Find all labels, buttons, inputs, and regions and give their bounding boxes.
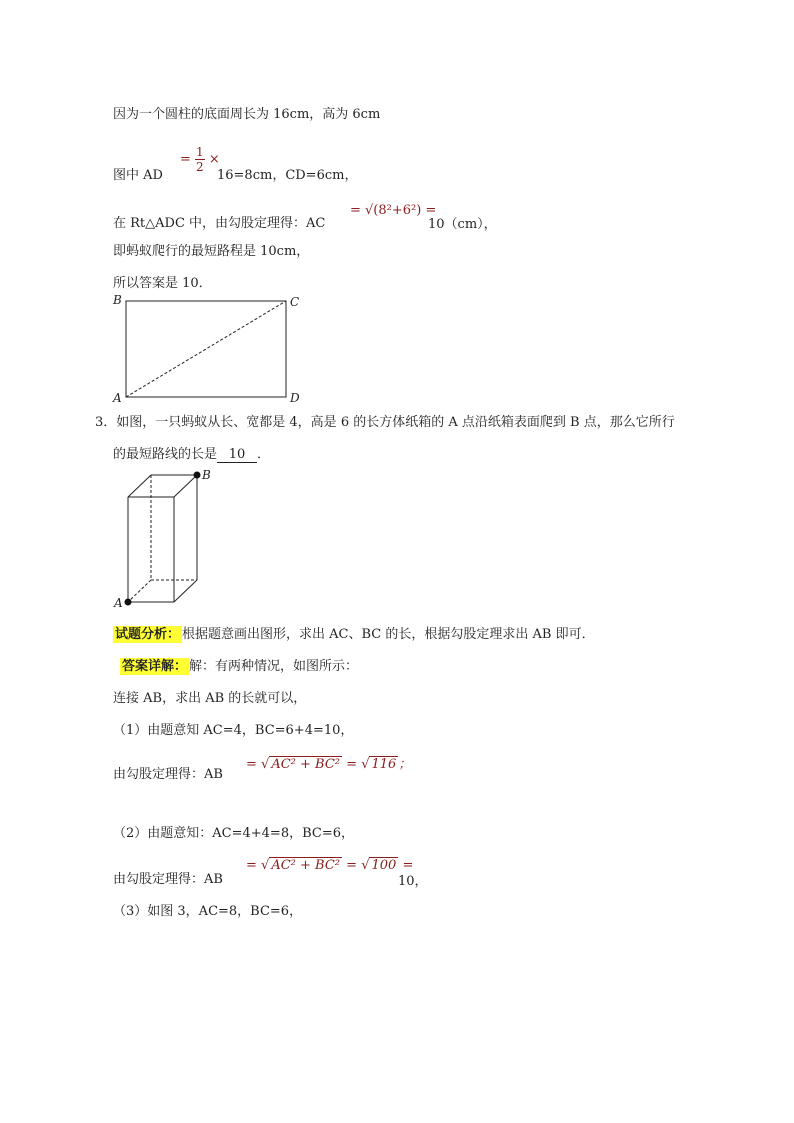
step-connect-ab: 连接 AB，求出 AB 的长就可以，: [113, 691, 307, 706]
solution-line-3-math: = √(8²+6²) =: [350, 203, 437, 218]
question-3-line-2: [113, 443, 270, 463]
question-text-line-1: 如图，一只蚂蚁从长、宽都是 4，高是 6 的长方体纸箱的 A 点沿纸箱表面爬到 B 点，那么它所行: [116, 415, 675, 430]
label-c: C: [290, 295, 300, 309]
solution-line-4: 即蚂蚁爬行的最短路程是 10cm，: [113, 244, 310, 259]
step-case-2: （2）由题意知：AC=4+4=8，BC=6，: [113, 826, 355, 841]
step-case-3: （3）如图 3，AC=8，BC=6，: [113, 904, 303, 919]
edge-top-left: [128, 475, 151, 497]
step-case-2-pythagoras-prefix: 由勾股定理得：AB: [113, 872, 223, 887]
label-b: B: [113, 293, 122, 307]
point-a-dot: [125, 599, 132, 606]
solution-line-3-prefix: 在 Rt△ADC 中，由勾股定理得：AC: [113, 216, 326, 231]
solution-line-5: 所以答案是 10．: [113, 276, 212, 291]
times-sign: ×: [208, 152, 220, 167]
step-case-1-pythagoras-prefix: 由勾股定理得：AB: [113, 767, 223, 782]
equals-sign: =: [180, 152, 191, 167]
step-case-1-math: = √ AC² + BC² = √ 116 ；: [246, 757, 412, 772]
step-case-1: （1）由题意知 AC=4，BC=6+4=10，: [113, 723, 354, 738]
solution-line-1: 因为一个圆柱的底面周长为 16cm，高为 6cm: [113, 107, 381, 122]
edge-top-right: [174, 475, 197, 497]
hidden-edge-depth: [128, 580, 151, 602]
question-number: 3．: [95, 415, 117, 430]
solution-line-2-rest: 16=8cm，CD=6cm，: [217, 168, 358, 183]
label-a: A: [113, 391, 122, 405]
solution-line-2-math: [180, 146, 220, 173]
fraction-one-half: $\frac{1}{2}$: [196, 145, 204, 174]
edge-bottom-right: [174, 580, 197, 602]
question-suffix: ．: [257, 447, 271, 462]
answer-detail-tag: 答案详解：: [122, 659, 188, 674]
analysis-tag: 试题分析：: [115, 627, 181, 642]
step-case-2-result: 10，: [398, 874, 428, 889]
point-b-dot: [194, 472, 201, 479]
analysis-row: [113, 623, 595, 642]
label-b: B: [202, 468, 211, 482]
box-figure: [108, 465, 218, 615]
diagonal-ac: [126, 301, 286, 397]
answer-detail-row: [120, 655, 358, 674]
question-3: [95, 411, 675, 430]
answer-blank: 10: [217, 447, 257, 463]
label-a: A: [114, 596, 123, 610]
solution-line-3-rest: 10（cm），: [428, 217, 497, 232]
analysis-text: 根据题意画出图形，求出 AC、BC 的长，根据勾股定理求出 AB 即可．: [182, 627, 595, 642]
solution-line-2-prefix: 图中 AD: [113, 168, 163, 183]
step-case-2-math: = √ AC² + BC² = √ 100 =: [246, 858, 414, 873]
rectangle-figure: [108, 290, 308, 405]
answer-detail-text: 解：有两种情况，如图所示：: [189, 659, 359, 674]
label-d: D: [290, 391, 300, 405]
question-text-line-2: 的最短路线的长是: [113, 447, 218, 462]
